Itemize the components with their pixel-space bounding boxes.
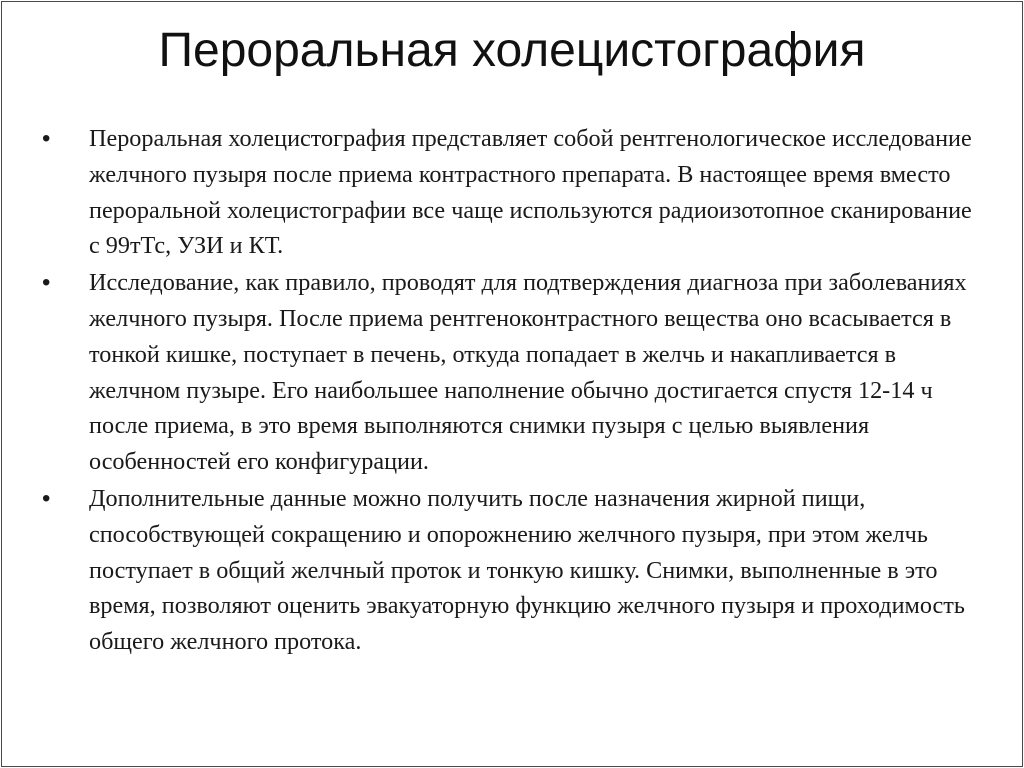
bullet-item-2 xyxy=(42,265,982,480)
slide xyxy=(1,1,1023,767)
slide-title: Пероральная холецистография xyxy=(158,24,866,77)
bullet-marker-icon: • xyxy=(42,484,51,512)
bullet-text-1: Пероральная холецистография представляет собой рентгенологическое исследование желчного пузыря после приема контрастного препарата. В настоящее время вместо пероральной холецистографии все чаще используются радиоизотопное сканирование с 99тТс, УЗИ и КТ. xyxy=(89,125,972,260)
bullet-text-2: Исследование, как правило, проводят для подтверждения диагноза при заболеваниях желчного пузыря. После приема рентгеноконтрастного вещества оно всасывается в тонкой кишке, поступает в печень, откуда попадает в желчь и накапливается в желчном пузыре. Его наибольшее наполнение обычно достигается спустя 12-14 ч после приема, в это время выполняются снимки пузыря с целью выявления особенностей его конфигурации. xyxy=(89,269,967,476)
bullet-item-1 xyxy=(42,121,982,264)
bullet-list xyxy=(42,121,982,661)
bullet-item-3 xyxy=(42,481,982,660)
bullet-marker-icon: • xyxy=(42,269,51,297)
bullet-text-3: Дополнительные данные можно получить после назначения жирной пищи, способствующей сокращению и опорожнению желчного пузыря, при этом желчь поступает в общий желчный проток и тонкую кишку. Снимки, выполненные в это время, позволяют оценить эвакуаторную функцию желчного пузыря и проходимость общего желчного протока. xyxy=(89,484,965,656)
bullet-marker-icon: • xyxy=(42,125,51,152)
